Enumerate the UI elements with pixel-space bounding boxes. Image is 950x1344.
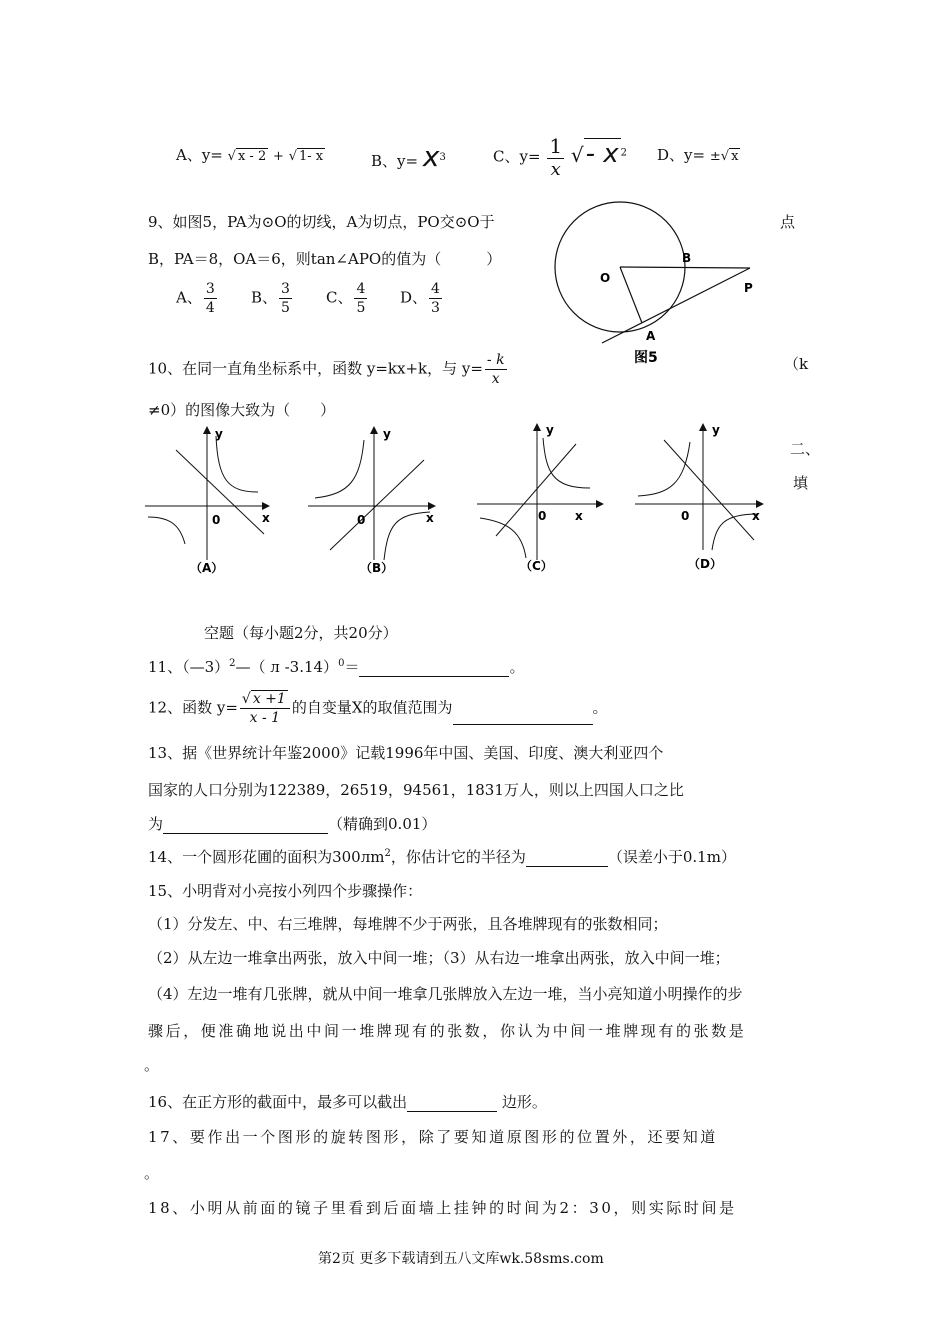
q13-answer-blank[interactable] <box>163 819 328 834</box>
q15-line3: （2）从左边一堆拿出两张，放入中间一堆；（3）从右边一堆拿出两张，放入中间一堆； <box>148 949 730 967</box>
q13-line2: 国家的人口分别为122389，26519，94561，1831万人，则以上四国人口之比 <box>148 781 684 799</box>
q12: 12、函数 y= $\frac{√ x +1}{x - 1}$ 的自变量X的取值范围为 。 <box>148 691 608 726</box>
q9-option-c: C、 $\frac{4}{5}$ <box>326 281 366 316</box>
label-p: P <box>744 281 753 295</box>
figure-5-caption: 图5 <box>634 350 658 366</box>
q15-line2: （1）分发左、中、右三堆牌，每堆牌不少于两张，且各堆牌现有的张数相同； <box>148 915 668 933</box>
q12-answer-blank[interactable] <box>453 710 593 725</box>
page-footer: 第2页 更多下载请到五八文库wk.58sms.com <box>318 1251 604 1267</box>
q9-line1: 9、如图5，PA为⊙O的切线，A为切点，PO交⊙O于 <box>148 213 495 231</box>
q15-line4: （4）左边一堆有几张牌，就从中间一堆拿几张牌放入左边一堆，当小亮知道小明操作的步 <box>148 985 743 1003</box>
q9-option-d: D、 $\frac{4}{3}$ <box>400 281 440 316</box>
graph-b <box>308 427 434 575</box>
graph-d-x-label: x <box>752 509 760 523</box>
option-8b: B、$y= x^3$ <box>371 140 446 173</box>
q13-line1: 13、据《世界统计年鉴2000》记载1996年中国、美国、印度、澳大利亚四个 <box>148 744 664 762</box>
graph-b-origin: 0 <box>357 513 366 527</box>
q15-line1: 15、小明背对小亮按小列四个步骤操作： <box>148 882 423 900</box>
q16-answer-blank[interactable] <box>407 1097 497 1112</box>
label-a: A <box>646 329 656 343</box>
q17-line2: 。 <box>144 1164 160 1182</box>
section2-side2: 填 <box>793 474 809 492</box>
graph-a-x-label: x <box>262 511 270 525</box>
graphs-panel <box>140 420 800 585</box>
option-8d: D、y= ±√ x <box>657 146 739 164</box>
graph-a-origin: 0 <box>212 513 221 527</box>
graph-c-y-label: y <box>546 423 554 437</box>
section2-title: 空题（每小题2分，共20分） <box>204 624 398 642</box>
graph-b-y-label: y <box>383 427 391 441</box>
q9-line2: B，PA＝8，OA＝6，则tan∠APO的值为（ ） <box>148 250 502 268</box>
graph-c-origin: 0 <box>538 509 547 523</box>
segment-po <box>620 267 750 268</box>
graph-c-caption: （C） <box>520 559 553 573</box>
graph-d-y-label: y <box>712 423 720 437</box>
q11: 11、（—3）$^2$—（ л -3.14）$^0$＝ 。 <box>148 658 525 676</box>
q15-line6: 。 <box>144 1056 160 1074</box>
option-8a: A、y= √ x - 2 + √ 1- x <box>176 146 324 164</box>
graph-a-y-label: y <box>215 427 223 441</box>
label-b: B <box>682 251 692 265</box>
q14-answer-blank[interactable] <box>526 852 608 867</box>
option-8c: C、y= $\frac{1}{x}$ √- x $^2$ <box>493 134 627 180</box>
q18-line1: 18、小明从前面的镜子里看到后面墙上挂钟的时间为2：30，则实际时间是 <box>148 1199 737 1217</box>
q9-option-b: B、 $\frac{3}{5}$ <box>251 281 290 316</box>
q10-line1-tail: （k <box>784 355 809 373</box>
graph-c-x-label: x <box>575 509 583 523</box>
q16: 16、在正方形的截面中，最多可以截出 边形。 <box>148 1093 547 1111</box>
q15-line5: 骤后，便准确地说出中间一堆牌现有的张数，你认为中间一堆牌现有的张数是 <box>148 1022 747 1040</box>
graph-d-origin: 0 <box>681 509 690 523</box>
q10-line1: 10、在同一直角坐标系中，函数 y=kx+k，与 y= $\frac{- k}{x}$ <box>148 352 505 387</box>
graph-b-caption: （B） <box>360 561 394 575</box>
figure-5-diagram <box>540 200 780 370</box>
q9-line1-tail: 点 <box>780 213 796 231</box>
q17-line1: 17、要作出一个图形的旋转图形，除了要知道原图形的位置外，还要知道 <box>148 1128 718 1146</box>
q10-line2: ≠0）的图像大致为（ ） <box>148 401 336 419</box>
graph-a-caption: （A） <box>190 561 224 575</box>
graph-b-x-label: x <box>426 511 434 525</box>
label-o: O <box>600 271 611 285</box>
q14: 14、一个圆形花圃的面积为$300лm^2$，你估计它的半径为 （误差小于0.1m） <box>148 848 736 866</box>
segment-oa <box>620 267 642 323</box>
q13-line3: 为 （精确到0.01） <box>148 815 437 833</box>
q9-option-a: A、 $\frac{3}{4}$ <box>176 281 215 316</box>
graph-d <box>635 423 762 571</box>
graph-d-caption: （D） <box>688 557 722 571</box>
section2-side1: 二、 <box>790 440 821 458</box>
q11-answer-blank[interactable] <box>359 662 509 677</box>
graph-c <box>477 423 602 573</box>
graph-a <box>145 427 270 575</box>
